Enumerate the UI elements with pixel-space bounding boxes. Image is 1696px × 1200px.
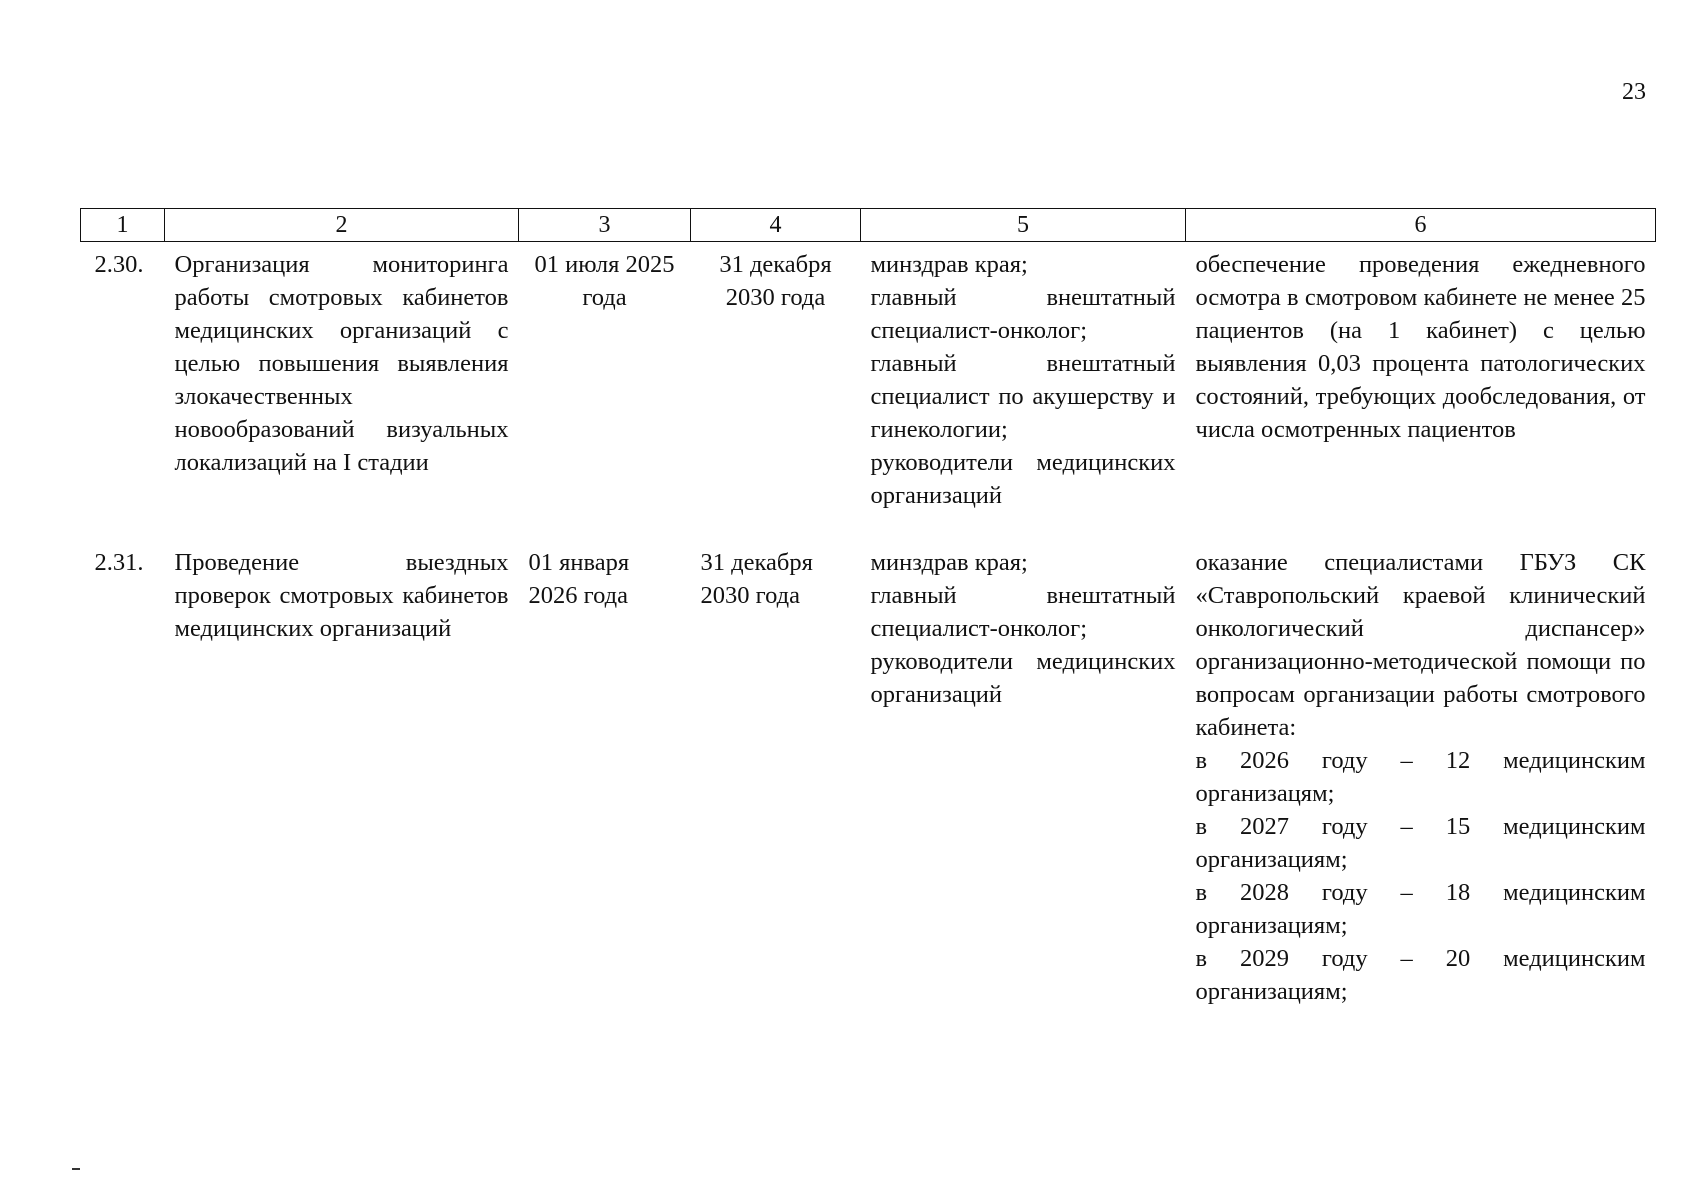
responsible-entry: руководители медицинских организаций — [870, 449, 1176, 509]
result-entry: в 2027 году – 15 медицинским организациям; — [1195, 813, 1646, 873]
responsible-entry: главный внештатный специалист по акушерству и гинекологии; — [870, 350, 1176, 443]
end-date: 31 декабря 2030 года — [719, 251, 832, 311]
table-row — [81, 242, 1656, 541]
column-header: 5 — [861, 209, 1186, 242]
row-number: 2.30. — [94, 251, 144, 278]
result-entry: в 2029 году – 20 медицинским организациям; — [1195, 945, 1646, 1005]
result-cell — [1186, 540, 1656, 1008]
responsible-entry: руководители медицинских организаций — [870, 648, 1176, 708]
column-header: 6 — [1186, 209, 1656, 242]
row-number: 2.31. — [94, 549, 144, 576]
margin-dash — [72, 1168, 80, 1170]
result-entry: обеспечение проведения ежедневного осмотра в смотровом кабинете не менее 25 пациентов (на 1 кабинет) с целью выявления 0,03 процента патологических состояний, требующих дообследования, от числа осмотренных пациентов — [1195, 251, 1646, 443]
event-description: Организация мониторинга работы смотровых кабинетов медицинских организаций с целью повышения выявления злокачественных новообразований визуальных локализаций на I стадии — [174, 251, 509, 476]
result-cell — [1186, 242, 1656, 541]
result-entry: в 2026 году – 12 медицинским организацям; — [1195, 747, 1646, 807]
column-header: 2 — [165, 209, 519, 242]
responsible-entry: минздрав края; — [870, 549, 1028, 576]
plan-table — [80, 208, 1656, 1008]
start-date: 01 июля 2025 года — [534, 251, 675, 311]
responsible-entry: главный внештатный специалист-онколог; — [870, 284, 1176, 344]
column-header: 3 — [519, 209, 691, 242]
column-header: 1 — [81, 209, 165, 242]
responsible-entry: минздрав края; — [870, 251, 1028, 278]
start-date: 01 января 2026 года — [528, 549, 630, 609]
responsible-entry: главный внештатный специалист-онколог; — [870, 582, 1176, 642]
event-description: Проведение выездных проверок смотровых кабинетов медицинских организаций — [174, 549, 509, 642]
table-row — [81, 540, 1656, 1008]
table-header-row — [81, 209, 1656, 242]
page-number: 23 — [1622, 79, 1646, 105]
result-entry: в 2028 году – 18 медицинским организациям; — [1195, 879, 1646, 939]
responsible-cell — [861, 540, 1186, 1008]
responsible-cell — [861, 242, 1186, 541]
result-entry: оказание специалистами ГБУЗ СК «Ставропольский краевой клинический онкологический диспансер» организационно-методической помощи по вопросам организации работы смотрового кабинета: — [1195, 549, 1646, 741]
column-header: 4 — [691, 209, 861, 242]
end-date: 31 декабря 2030 года — [700, 549, 813, 609]
